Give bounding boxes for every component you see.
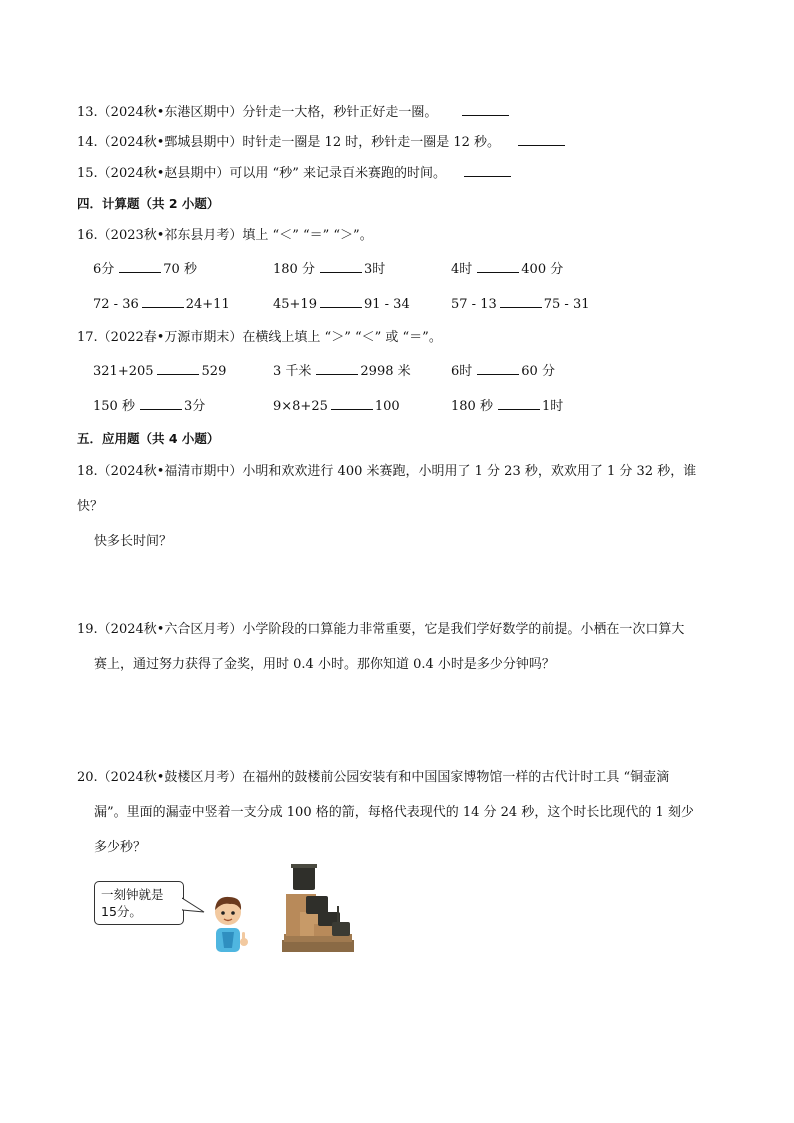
comparison-item: 321+205 529	[93, 364, 227, 379]
comparison-item: 57 - 13 75 - 31	[451, 297, 590, 312]
speech-bubble: 一刻钟就是 15分。	[94, 881, 184, 925]
answer-blank[interactable]	[316, 362, 358, 375]
answer-blank[interactable]	[320, 295, 362, 308]
question-19: 19.（2024秋•六合区月考）小学阶段的口算能力非常重要，它是我们学好数学的前提。小栖在一次口算大 赛上，通过努力获得了金奖，用时 0.4 小时。那你知道 0.4 小时是多少分钟吗？	[77, 622, 685, 672]
comparison-item: 3 千米 2998 米	[273, 364, 411, 379]
section-heading: 四．计算题（共 2 小题）	[77, 196, 220, 211]
boy-illustration-icon	[204, 892, 254, 954]
answer-blank[interactable]	[331, 397, 373, 410]
comparison-item: 45+19 91 - 34	[273, 297, 410, 312]
comparison-item: 72 - 36 24+11	[93, 297, 230, 312]
speech-bubble-tail-icon	[182, 896, 206, 918]
comparison-item: 6分 70 秒	[93, 262, 197, 277]
water-clock-icon	[280, 862, 356, 954]
answer-blank[interactable]	[142, 295, 184, 308]
comparison-item: 150 秒 3分	[93, 399, 206, 414]
comparison-item: 4时 400 分	[451, 262, 564, 277]
answer-blank[interactable]	[518, 133, 565, 146]
question-17-prompt: 17.（2022春•万源市期末）在横线上填上 “＞” “＜” 或 “＝”。	[77, 330, 442, 345]
comparison-item: 180 秒 1时	[451, 399, 564, 414]
answer-blank[interactable]	[119, 260, 161, 273]
answer-blank[interactable]	[500, 295, 542, 308]
question-13: 13.（2024秋•东港区期中）分针走一大格，秒针正好走一圈。	[77, 103, 509, 122]
answer-blank[interactable]	[140, 397, 182, 410]
answer-blank[interactable]	[477, 362, 519, 375]
question-18: 18.（2024秋•福清市期中）小明和欢欢进行 400 米赛跑，小明用了 1 分 23 秒，欢欢用了 1 分 32 秒，谁快？ 快多长时间？	[77, 464, 697, 549]
question-16-prompt: 16.（2023秋•祁东县月考）填上 “＜” “＝” “＞”。	[77, 228, 373, 243]
comparison-item: 9×8+25 100	[273, 399, 400, 414]
answer-blank[interactable]	[320, 260, 362, 273]
section-heading: 五．应用题（共 4 小题）	[77, 431, 220, 446]
answer-blank[interactable]	[464, 164, 511, 177]
comparison-item: 6时 60 分	[451, 364, 555, 379]
answer-blank[interactable]	[157, 362, 199, 375]
question-14: 14.（2024秋•鄄城县期中）时针走一圈是 12 时，秒针走一圈是 12 秒。	[77, 133, 565, 152]
answer-blank[interactable]	[462, 103, 509, 116]
question-15: 15.（2024秋•赵县期中）可以用 “秒” 来记录百米赛跑的时间。	[77, 164, 511, 183]
comparison-item: 180 分 3时	[273, 262, 386, 277]
answer-blank[interactable]	[498, 397, 540, 410]
answer-blank[interactable]	[477, 260, 519, 273]
question-20: 20.（2024秋•鼓楼区月考）在福州的鼓楼前公园安装有和中国国家博物馆一样的古代计时工具 “铜壶滴 漏”。里面的漏壶中竖着一支分成 100 格的箭，每格代表现代的 14 分 24 秒，这个时长比现代的 1 刻少 多少秒？	[77, 770, 694, 855]
